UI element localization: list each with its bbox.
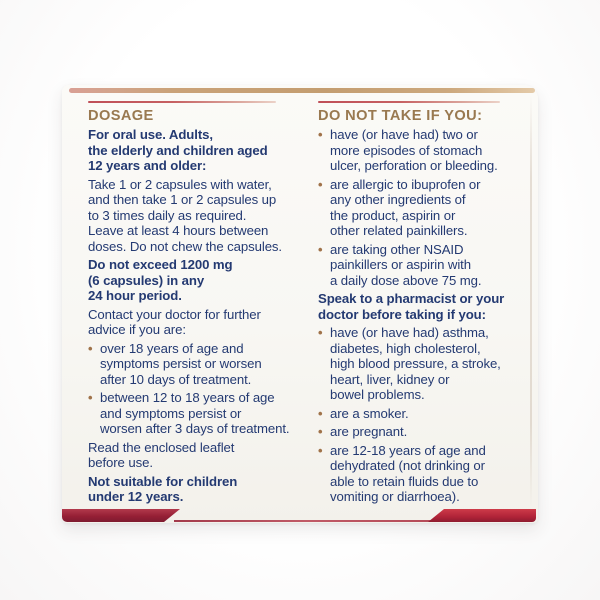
dosage-instructions: Take 1 or 2 capsules with water, and then take 1 or 2 capsules up to 3 times daily as required. Leave at least 4 hours between doses. Do not chew the capsules. [88, 176, 282, 254]
bullet-icon: • [88, 390, 93, 405]
box-right-fold-crease [530, 95, 532, 507]
box-top-edge-strip [69, 88, 535, 93]
bullet-text: are pregnant. [330, 424, 408, 439]
bullet-text: have (or have had) two or more episodes of stomach ulcer, perforation or bleeding. [330, 127, 498, 173]
warnings-heading: DO NOT TAKE IF YOU: [318, 108, 483, 124]
red-wedge-right [428, 509, 536, 522]
warning-bullet-stomach-ulcer [318, 127, 524, 174]
warning-bullet-nsaid [318, 242, 524, 289]
red-edge-line [174, 520, 438, 522]
warning-bullet-conditions [318, 325, 524, 403]
bullet-icon: • [318, 241, 323, 257]
dosage-contact-doctor: Contact your doctor for further advice if you are: [88, 306, 261, 337]
bullet-icon: • [318, 424, 323, 439]
dosage-read-leaflet: Read the enclosed leaflet before use. [88, 439, 235, 470]
bullet-text: are taking other NSAID painkillers or aspirin with a daily dose above 75 mg. [330, 241, 482, 288]
bullet-text: between 12 to 18 years of age and symptoms persist or worsen after 3 days of treatment. [100, 390, 290, 436]
bullet-icon: • [318, 127, 323, 142]
dosage-column [88, 101, 318, 507]
warning-bullet-dehydrated [318, 443, 524, 505]
red-wedge-left [62, 509, 180, 522]
bullet-icon: • [88, 340, 93, 356]
dosage-max-dose-warning: Do not exceed 1200 mg (6 capsules) in any 24 hour period. [88, 257, 233, 303]
dosage-not-suitable-children: Not suitable for children under 12 years. [88, 473, 238, 504]
dosage-intro-bold: For oral use. Adults, the elderly and children aged 12 years and older: [88, 127, 268, 173]
dosage-bullet-12-to-18 [88, 390, 318, 437]
panel-columns [88, 101, 524, 507]
dosage-heading: DOSAGE [88, 108, 154, 124]
warning-bullet-allergic [318, 177, 524, 239]
bullet-text: over 18 years of age and symptoms persist or worsen after 10 days of treatment. [100, 340, 262, 387]
warning-bullet-pregnant [318, 424, 524, 440]
medicine-box-back-panel [62, 85, 538, 523]
bullet-icon: • [318, 405, 323, 421]
warnings-column [318, 101, 524, 507]
warning-bullet-smoker [318, 406, 524, 422]
bullet-text: are a smoker. [330, 405, 409, 421]
bullet-text: have (or have had) asthma, diabetes, high cholesterol, high blood pressure, a stroke, heart, liver, kidney or bowel problems. [330, 325, 501, 402]
dosage-section-rule [88, 101, 276, 103]
bullet-icon: • [318, 176, 323, 192]
bullet-text: are allergic to ibuprofen or any other ingredients of the product, aspirin or other related painkillers. [330, 176, 481, 238]
dosage-bullet-over-18 [88, 341, 318, 388]
bullet-icon: • [318, 325, 323, 340]
bullet-text: are 12-18 years of age and dehydrated (not drinking or able to retain fluids due to vomiting or diarrhoea). [330, 442, 486, 504]
bullet-icon: • [318, 442, 323, 458]
warnings-section-rule [318, 101, 500, 103]
warnings-speak-to-pharmacist: Speak to a pharmacist or your doctor before taking if you: [318, 291, 505, 322]
box-bottom-edge [62, 508, 538, 523]
